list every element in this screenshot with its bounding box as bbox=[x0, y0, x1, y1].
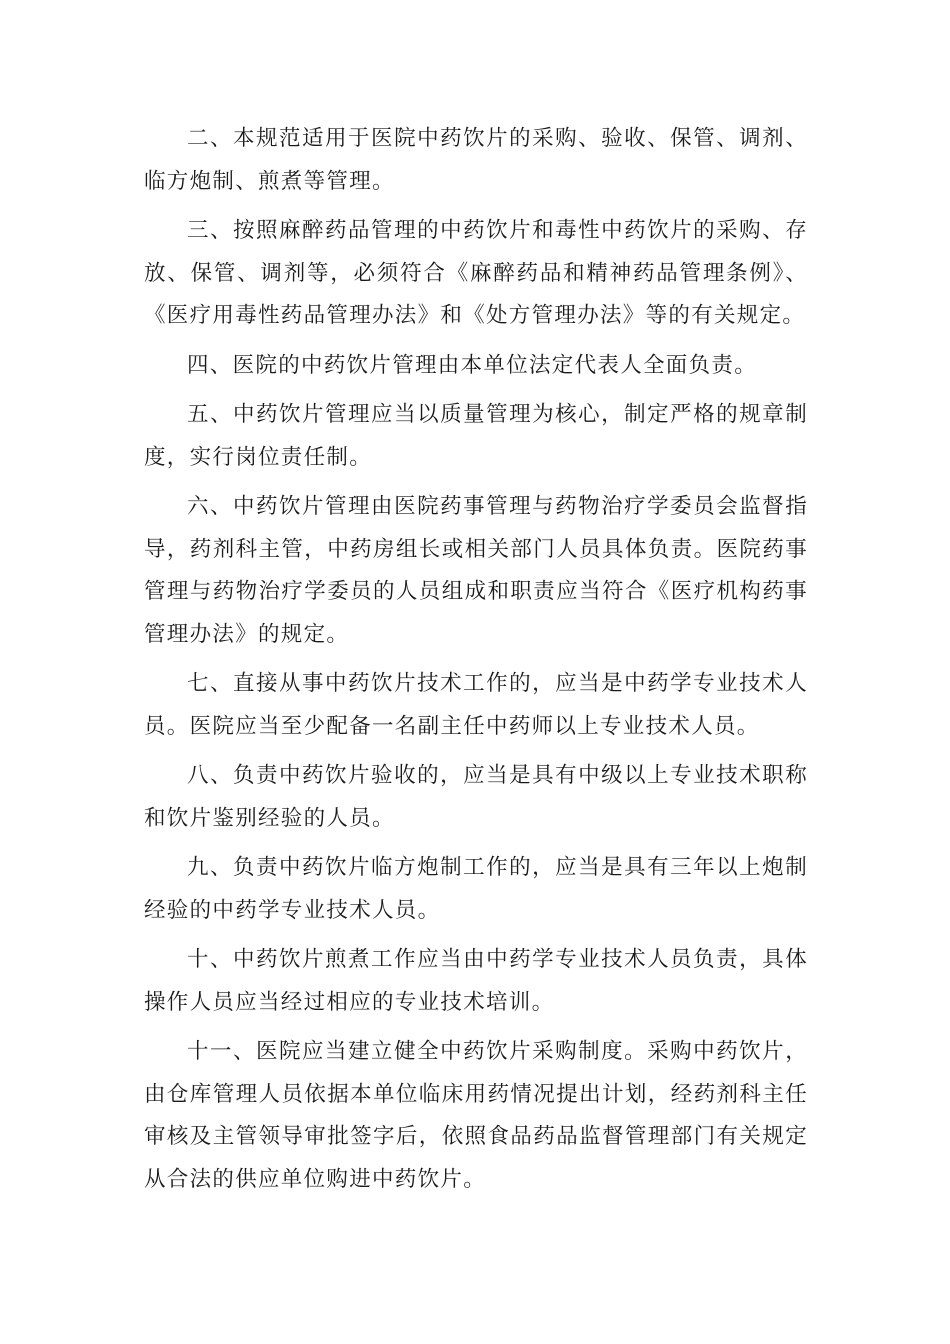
paragraph-6: 六、中药饮片管理由医院药事管理与药物治疗学委员会监督指导，药剂科主管，中药房组长或相关部门人员具体负责。医院药事管理与药物治疗学委员的人员组成和职责应当符合《医疗机构药事管理办法》的规定。 bbox=[144, 494, 808, 647]
paragraph-9: 九、负责中药饮片临方炮制工作的，应当是具有三年以上炮制经验的中药学专业技术人员。 bbox=[144, 855, 808, 923]
paragraph-3: 三、按照麻醉药品管理的中药饮片和毒性中药饮片的采购、存放、保管、调剂等，必须符合《麻醉药品和精神药品管理条例》、《医疗用毒性药品管理办法》和《处方管理办法》等的有关规定。 bbox=[144, 218, 808, 328]
document-body bbox=[144, 118, 808, 1208]
paragraph-5: 五、中药饮片管理应当以质量管理为核心，制定严格的规章制度，实行岗位责任制。 bbox=[144, 402, 808, 470]
paragraph-8: 八、负责中药饮片验收的，应当是具有中级以上专业技术职称和饮片鉴别经验的人员。 bbox=[144, 763, 808, 831]
paragraph-2: 二、本规范适用于医院中药饮片的采购、验收、保管、调剂、临方炮制、煎煮等管理。 bbox=[144, 126, 808, 194]
paragraph-10: 十、中药饮片煎煮工作应当由中药学专业技术人员负责，具体操作人员应当经过相应的专业技术培训。 bbox=[144, 947, 808, 1015]
paragraph-11: 十一、医院应当建立健全中药饮片采购制度。采购中药饮片，由仓库管理人员依据本单位临床用药情况提出计划，经药剂科主任审核及主管领导审批签字后，依照食品药品监督管理部门有关规定从合法的供应单位购进中药饮片。 bbox=[144, 1039, 808, 1192]
paragraph-4: 四、医院的中药饮片管理由本单位法定代表人全面负责。 bbox=[187, 352, 758, 378]
paragraph-7: 七、直接从事中药饮片技术工作的，应当是中药学专业技术人员。医院应当至少配备一名副主任中药师以上专业技术人员。 bbox=[144, 671, 808, 739]
